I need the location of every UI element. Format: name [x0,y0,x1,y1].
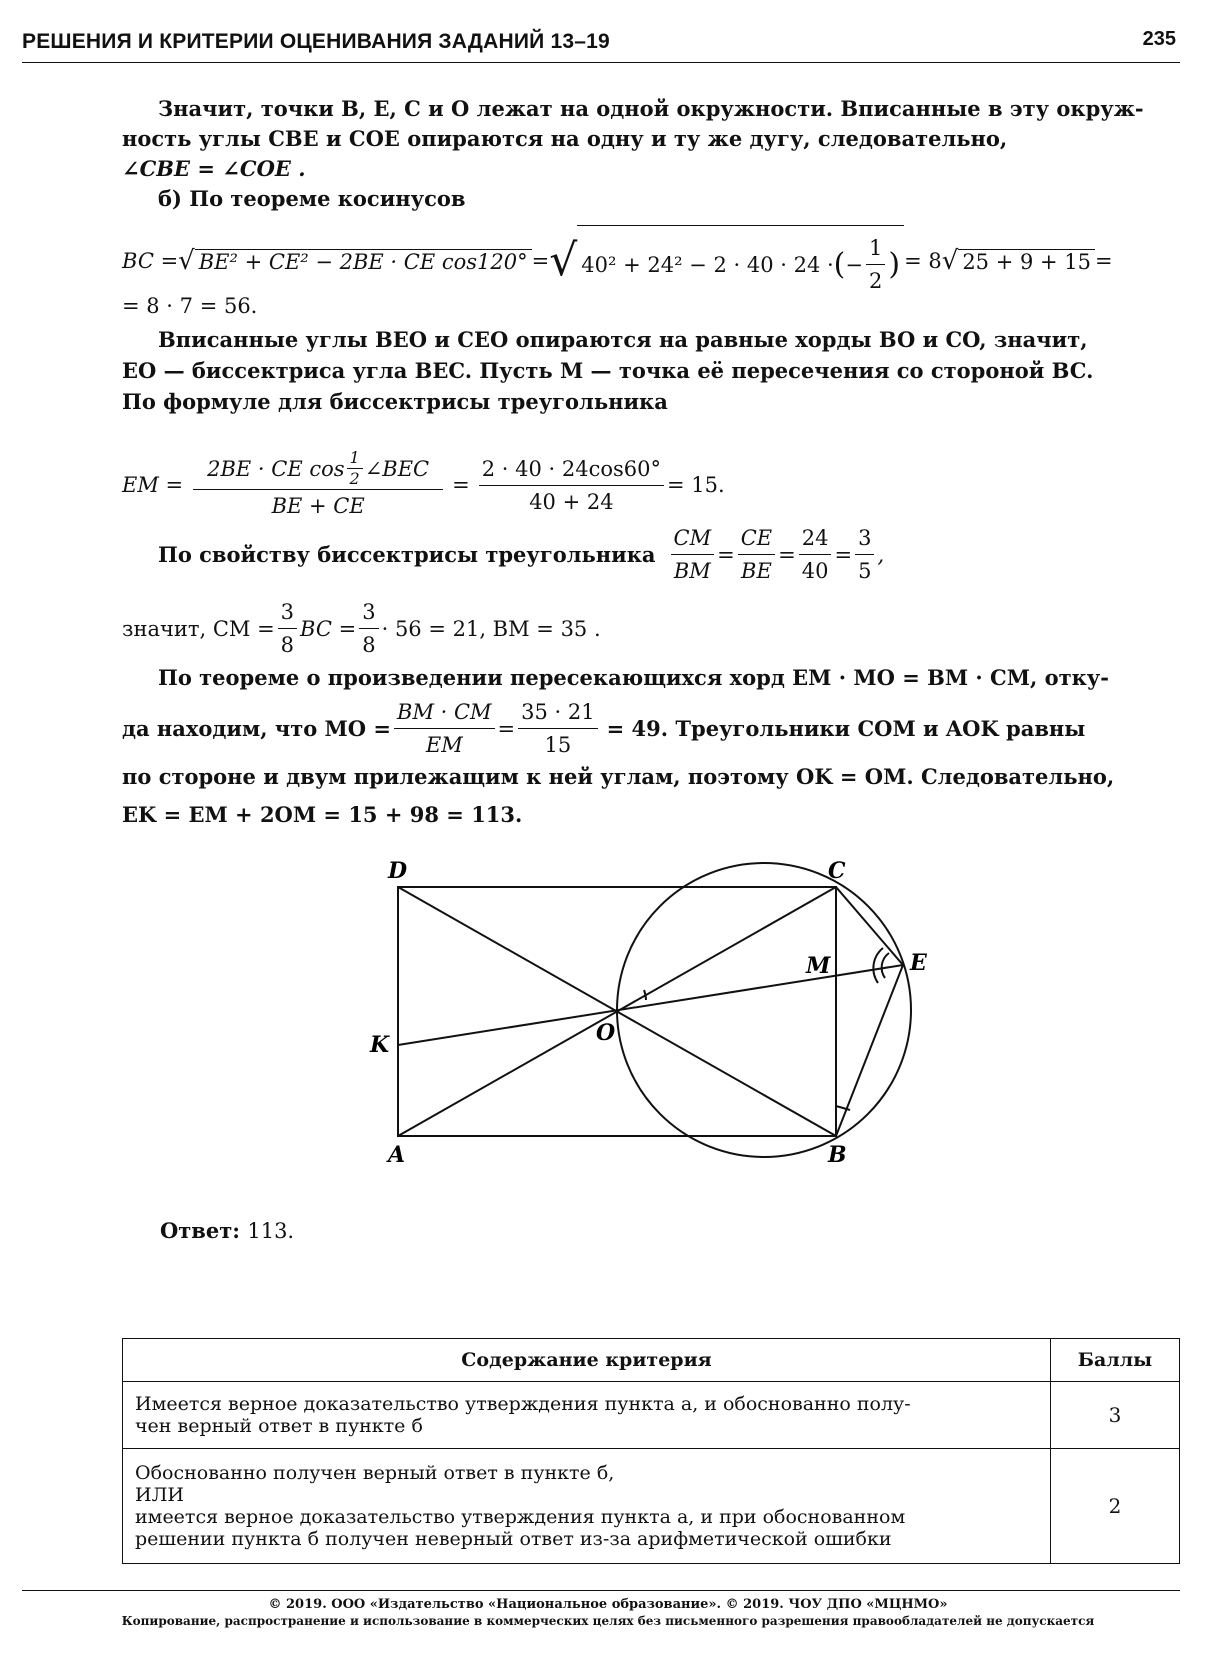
criterion-cell [123,1382,1051,1449]
fraction-denominator: 40 [801,559,829,583]
fraction-numerator: 3 [278,596,297,629]
fraction [799,522,832,587]
minus-sign: − [845,252,863,277]
criterion-text: ИЛИ [135,1484,184,1506]
comma: , [877,542,885,567]
formula-em [122,448,725,522]
fraction [855,522,874,587]
formula-text: BC = [300,616,357,641]
fraction-denominator: 5 [858,559,872,583]
label-c: C [828,858,846,884]
running-header: РЕШЕНИЯ И КРИТЕРИИ ОЦЕНИВАНИЯ ЗАДАНИЙ 13–19 [22,30,610,53]
table-header-row [123,1339,1180,1382]
formula-text: = [1095,249,1113,273]
bisector-property-line [158,522,884,587]
score-cell: 3 [1051,1382,1180,1449]
formula-text: значит, CM = [122,616,275,641]
formula-text: 40² + 24² − 2 · 40 · 24 · [581,252,834,277]
equals-sign: = [717,542,735,567]
column-header-criterion: Содержание критерия [123,1339,1051,1382]
formula-bc [122,225,1113,297]
fraction-numerator: CM [671,522,715,555]
criterion-cell [123,1449,1051,1564]
sqrt-sign: √ [941,246,959,276]
fraction [394,696,495,761]
equals-sign: = [778,542,796,567]
fraction-denominator: 2 [349,469,360,488]
label-o: O [596,1020,616,1046]
header-rule [22,62,1180,63]
sqrt-sign: √ [549,235,578,286]
formula-text: BC = [122,249,179,273]
paragraph-line: по стороне и двум прилежащим к ней углам, поэтому OK = OM. Следовательно, [122,764,1115,789]
paragraph-line: ∠CBE = ∠COE . [122,156,306,181]
fraction-denominator: BM [673,559,711,583]
equals-sign: = [834,542,853,567]
fraction [359,596,378,661]
fraction [518,696,597,761]
paragraph-line: Вписанные углы BEO и CEO опираются на равные хорды BO и CO, значит, [158,327,1088,352]
fraction [671,522,715,587]
fraction-numerator: 3 [359,596,378,629]
label-b: B [828,1142,847,1168]
fraction-denominator: 8 [362,633,376,657]
label-m: M [806,953,831,979]
formula-text: = 8 [904,249,942,273]
fraction [738,522,775,587]
answer-label: Ответ: [160,1218,241,1243]
formula-text: = [531,249,550,273]
fraction-denominator: 40 + 24 [529,489,614,514]
paragraph-line: ность углы CBE и COE опираются на одну и ту же дугу, следовательно, [122,126,1008,151]
radicand: 25 + 9 + 15 [958,249,1095,274]
formula-text: = [452,473,470,497]
criteria-table [122,1338,1180,1564]
criterion-text: Обоснованно получен верный ответ в пункте б, [135,1462,615,1484]
formula-mo [391,696,601,761]
criterion-text: чен верный ответ в пункте б [135,1415,423,1437]
fraction-numerator: 2 · 40 · 24cos60° [479,453,664,486]
paragraph-text: По свойству биссектрисы треугольника [158,541,656,567]
fraction-numerator [193,448,443,490]
fraction-numerator: 3 [855,522,874,555]
paragraph-line: Значит, точки B, E, C и O лежат на одной окружности. Вписанные в эту окруж- [158,96,1144,121]
label-d: D [388,858,408,884]
circle-bceo [617,863,911,1157]
footer-rule [22,1590,1180,1591]
criterion-text: Имеется верное доказательство утверждения пункта а, и обоснованно полу- [135,1393,911,1415]
label-e: E [910,950,927,976]
paren-left: ( [833,247,846,282]
fraction-denominator: BE + CE [271,494,365,518]
fraction [278,596,297,661]
fraction [347,448,363,489]
fraction-numerator: BM · CM [394,696,495,729]
paragraph-line: По теореме о произведении пересекающихся хорд EM · MO = BM · CM, отку- [158,665,1109,690]
fraction-numerator: 1 [866,232,885,265]
fraction [193,448,443,522]
footer-copyright: © 2019. ООО «Издательство «Национальное образование». © 2019. ЧОУ ДПО «МЦНМО» [268,1597,948,1612]
fraction-denominator: EM [425,733,463,757]
paragraph-text: = 49. Треугольники COM и AOK равны [606,715,1086,741]
sqrt-sign: √ [178,246,195,276]
table-row [123,1449,1180,1564]
criterion-text: решении пункта б получен неверный ответ из-за арифметической ошибки [135,1528,892,1550]
radicand [577,225,904,297]
paren-right: ) [888,247,901,282]
paragraph-line: EK = EM + 2OM = 15 + 98 = 113. [122,802,523,827]
radicand: BE² + CE² − 2BE · CE cos120° [195,249,532,274]
fraction-numerator: 24 [799,522,832,555]
label-a: A [388,1142,406,1168]
formula-ratios [668,522,885,587]
formula-text: EM = [122,473,184,497]
angle-arc [882,953,889,978]
formula-text: ∠BEC [364,456,430,481]
fraction-numerator: 1 [347,448,363,469]
paragraph-line: По формуле для биссектрисы треугольника [122,389,668,414]
criterion-text: имеется верное доказательство утверждения пункта а, и при обоснованном [135,1506,906,1528]
table-row [123,1382,1180,1449]
paragraph-line: EO — биссектриса угла BEC. Пусть M — точка её пересечения со стороной BC. [122,358,1094,383]
segment-ce [836,887,903,965]
formula-text: = 15. [667,473,725,497]
fraction [866,232,885,297]
label-k: K [370,1032,390,1058]
formula-text: · 56 = 21, BM = 35 . [381,616,601,641]
fraction-denominator: 2 [869,269,883,293]
geometry-figure [360,850,927,1180]
formula-line: = 8 · 7 = 56. [122,294,258,318]
equals-sign: = [497,716,516,741]
fraction-denominator: BE [741,559,772,583]
fraction-denominator: 8 [280,633,295,657]
fraction-denominator: 15 [544,733,572,757]
answer-line [160,1216,294,1246]
score-cell: 2 [1051,1449,1180,1564]
paragraph-text: да находим, что MO = [122,715,392,741]
segment-be [836,965,903,1136]
paragraph-line: б) По теореме косинусов [158,186,466,211]
page-number: 235 [1142,28,1176,50]
fraction-numerator: 35 · 21 [518,696,597,729]
formula-mo-line [122,696,1085,761]
fraction-numerator: CE [738,522,775,555]
formula-text: 2BE · CE cos [207,456,345,481]
column-header-score: Баллы [1051,1339,1180,1382]
answer-value: 113. [247,1219,295,1243]
formula-cm [122,596,601,661]
footer-notice: Копирование, распространение и использование в коммерческих целях без письменного разрешения правообладателей не допускается [121,1614,1095,1628]
fraction [479,453,664,518]
